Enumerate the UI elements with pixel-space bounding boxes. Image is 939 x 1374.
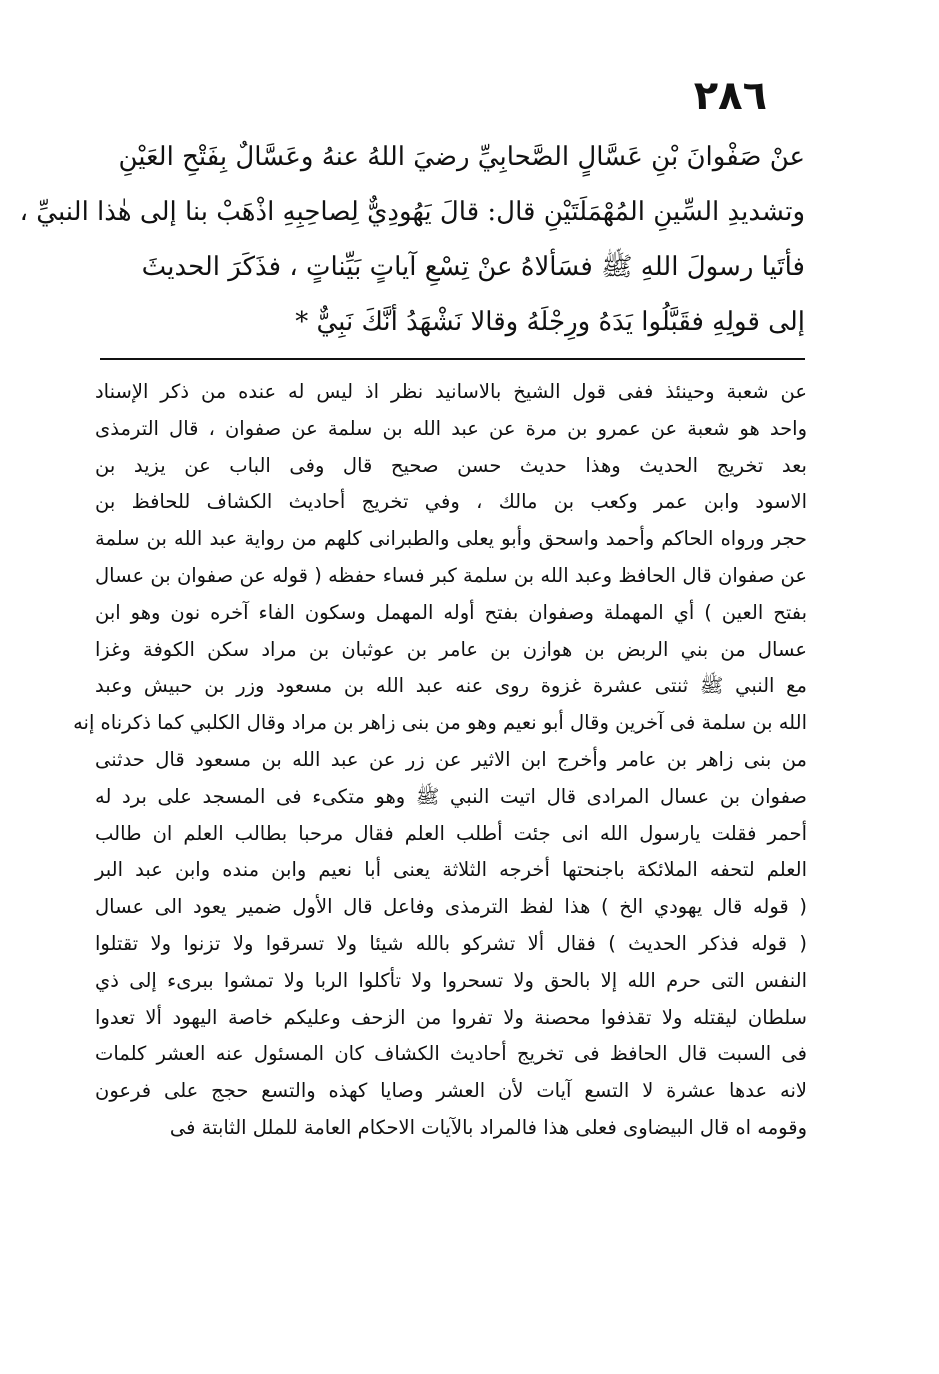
commentary-line: النفس التى حرم الله إلا بالحق ولا تسحروا ولا تأكلوا الربا ولا تمشوا ببرىء إلى ذي — [95, 968, 807, 992]
commentary-text — [73, 374, 807, 1147]
commentary-line: أحمر فقلت يارسول الله انى جئت أطلب العلم فقال مرحبا بطالب العلم ان طالب — [95, 821, 807, 845]
commentary-line: حجر ورواه الحاكم وأحمد واسحق وأبو يعلى والطبرانى كلهم من رواية عبد الله بن سلمة — [95, 527, 807, 551]
hadith-line: إلى قولِهِ فقَبَّلُوا يَدَهُ ورِجْلَهُ وقالا نَشْهَدُ أنَّكَ نَبِيٌّ * — [295, 307, 805, 337]
hadith-line: عنْ صَفْوانَ بْنِ عَسَّالٍ الصَّحابِيِّ رضيَ اللهُ عنهُ وعَسَّالٌ بِفَتْحِ العَيْنِ — [118, 142, 805, 172]
commentary-line: بعد تخريج الحديث وهذا حديث حسن صحيح قال وفى الباب عن يزيد بن — [95, 453, 807, 477]
commentary-line: الاسود وابن عمر وكعب بن مالك ، وفي تخريج أحاديث الكشاف للحافظ بن — [95, 490, 807, 514]
hadith-line: فأتَيا رسولَ اللهِ ﷺ فسَألاهُ عنْ تِسْعِ آياتٍ بَيِّناتٍ ، فذَكَرَ الحديثَ — [141, 252, 805, 282]
hadith-line: وتشديدِ السِّينِ المُهْمَلَتَيْنِ قال: قالَ يَهُودِيٌّ لِصاحِبِهِ اذْهَبْ بنا إلى هٰذا النبيِّ ، — [19, 197, 805, 227]
commentary-line: عن صفوان قال الحافظ وعبد الله بن سلمة كبر فساء حفظه ( قوله عن صفوان بن عسال — [95, 563, 807, 587]
commentary-line: صفوان بن عسال المرادى قال اتيت النبي ﷺ وهو متكىء فى المسجد على برد له — [95, 784, 807, 808]
commentary-line: واحد هو شعبة عن عمرو بن مرة عن عبد الله بن سلمة عن صفوان ، قال الترمذى — [95, 416, 807, 440]
commentary-line: عسال من بني الربض بن هوازن بن عامر بن عوثبان بن مراد سكن الكوفة وغزا — [95, 637, 807, 661]
page-number: ٢٨٦ — [693, 73, 767, 119]
commentary-line: بفتح العين ) أي المهملة وصفوان بفتح أوله المهمل وسكون الفاء آخره نون وهو ابن — [95, 600, 807, 624]
commentary-line: الله بن سلمة فى آخرين وقال أبو نعيم وهو من بنى زاهر بن مراد وقال الكلبي كما ذكرناه إنه — [73, 711, 807, 735]
commentary-line: مع النبي ﷺ ثنتى عشرة غزوة روى عنه عبد الله بن مسعود وزر بن حبيش وعبد — [95, 674, 807, 698]
section-divider — [100, 358, 805, 360]
commentary-line: فى السبت قال الحافظ فى تخريج أحاديث الكشاف كان المسئول عنه العشر كلمات — [95, 1042, 807, 1066]
hadith-text — [19, 130, 805, 350]
commentary-line: ( قوله فذكر الحديث ) فقال ألا تشركو بالله شيئا ولا تسرقوا ولا تزنوا ولا تقتلوا — [95, 931, 807, 955]
commentary-line: وقومه اه قال البيضاوى فعلى هذا فالمراد بالآيات الاحكام العامة للملل الثابتة فى — [169, 1115, 807, 1139]
commentary-line: ( قوله قال يهودي الخ ) هذا لفظ الترمذى وفاعل قال الأول ضمير يعود الى عسال — [95, 895, 807, 919]
commentary-line: من بنى زاهر بن عامر وأخرج ابن الاثير عن زر عن عبد الله بن مسعود قال حدثنى — [95, 747, 807, 771]
commentary-line: عن شعبة وحينئذ ففى قول الشيخ بالاسانيد نظر اذ ليس له عنده من ذكر الإسناد — [95, 380, 807, 403]
commentary-line: لانه عدها عشرة لا التسع آيات لأن العشر وصايا كهذه والتسع حجج على فرعون — [95, 1079, 807, 1103]
commentary-line: سلطان ليقتله ولا تقذفوا محصنة ولا تفروا من الزحف وعليكم خاصة اليهود ألا تعدوا — [95, 1005, 807, 1029]
commentary-line: العلم لتحفه الملائكة باجنحتها أخرجه الثلاثة يعنى أبا نعيم وابن منده وابن عبد البر — [95, 858, 807, 882]
